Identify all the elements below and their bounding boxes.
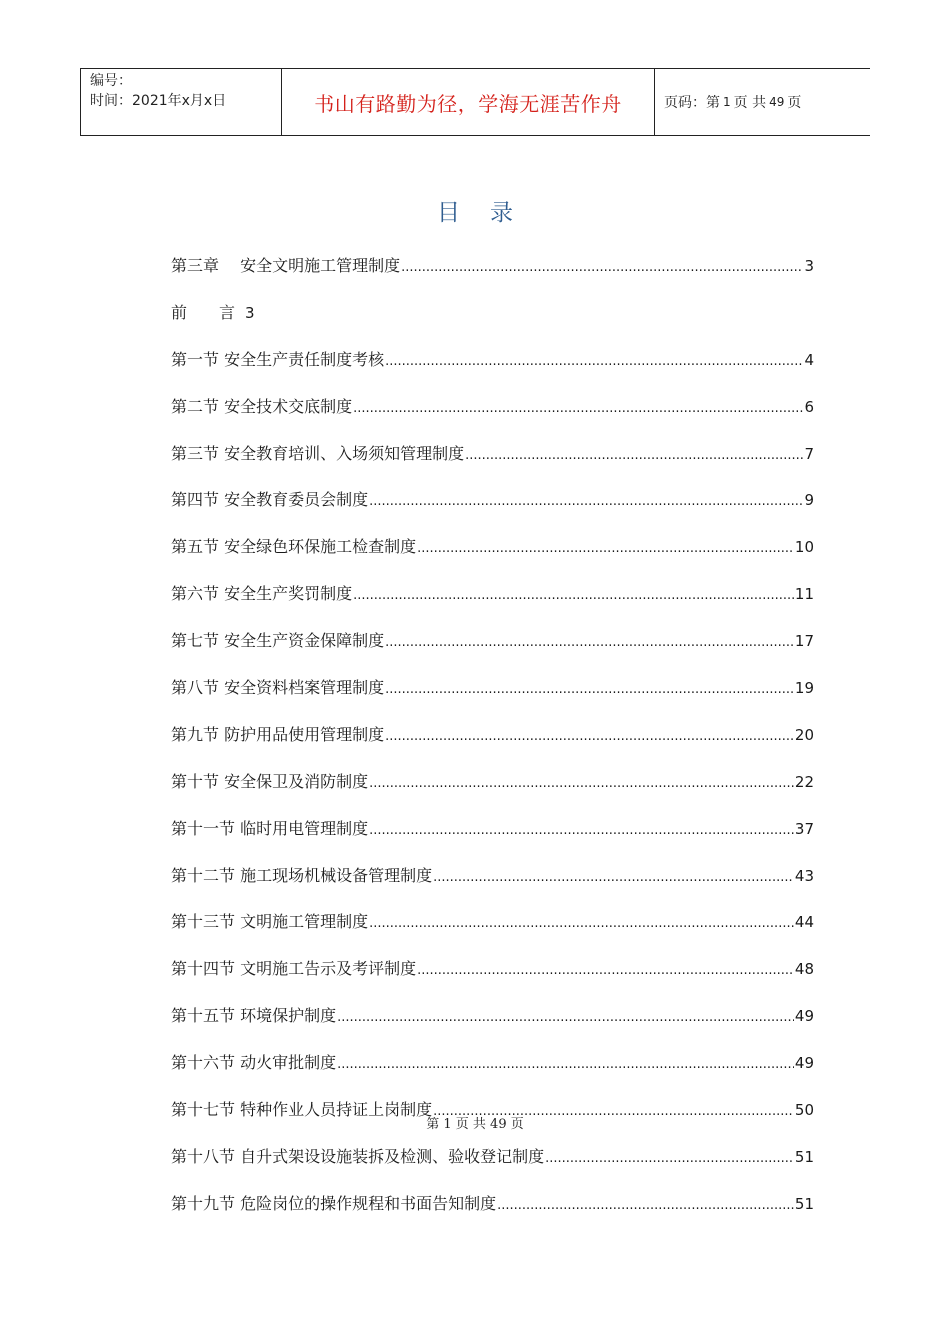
toc-entry-label: 第十五节 环境保护制度 [171, 1006, 337, 1026]
header-motto-cell [282, 69, 655, 135]
toc-dot-leader [417, 958, 794, 984]
toc-entry-label: 第十六节 动火审批制度 [171, 1053, 337, 1073]
toc-dot-leader [369, 489, 803, 515]
toc-entry[interactable] [171, 394, 814, 441]
page-total: 49 [769, 95, 785, 109]
toc-entry[interactable] [171, 909, 814, 956]
toc-entry-label: 第四节 安全教育委员会制度 [171, 490, 369, 510]
toc-dot-leader [497, 1193, 794, 1219]
toc-entry-label: 第七节 安全生产资金保障制度 [171, 631, 385, 651]
footer-page-indicator: 第 1 页 共 49 页 [426, 1117, 524, 1132]
toc-entry-label: 第十一节 临时用电管理制度 [171, 818, 369, 838]
toc-entry[interactable] [171, 441, 814, 488]
toc-entry-page: 50 [794, 1101, 814, 1120]
toc-entry-page: 3 [804, 257, 814, 275]
toc-entry[interactable] [171, 769, 814, 816]
toc-entry[interactable] [171, 675, 814, 722]
toc-entry-page: 22 [794, 772, 814, 791]
toc-entry[interactable] [171, 534, 814, 581]
toc-entry-page: 51 [794, 1194, 814, 1213]
toc-dot-leader [465, 443, 803, 469]
toc-entry-page: 4 [804, 350, 814, 369]
toc-entry-label: 前 言 [171, 302, 236, 322]
page-current: 1 [723, 95, 731, 109]
toc-dot-leader [417, 536, 794, 562]
toc-dot-leader [385, 630, 794, 656]
toc-entry[interactable] [171, 487, 814, 534]
header-meta-cell [81, 69, 282, 135]
toc-entry[interactable] [171, 1144, 814, 1191]
toc-entry[interactable] [171, 722, 814, 769]
toc-entry-label: 第十四节 文明施工告示及考评制度 [171, 959, 417, 979]
toc-entry-label: 第十二节 施工现场机械设备管理制度 [171, 865, 433, 885]
toc-entry[interactable] [171, 1050, 814, 1097]
toc-entry[interactable] [171, 581, 814, 628]
toc-entry-label: 第八节 安全资料档案管理制度 [171, 678, 385, 698]
toc-entry[interactable] [171, 956, 814, 1003]
toc-entry-label: 第一节 安全生产责任制度考核 [171, 349, 385, 369]
toc-entry[interactable] [171, 347, 814, 394]
toc-dot-leader [353, 583, 794, 609]
toc-dot-leader [401, 255, 803, 281]
toc-entry[interactable] [171, 253, 814, 300]
header-page-cell [655, 69, 870, 135]
page-prefix: 页码：第 [664, 95, 720, 111]
toc-entry[interactable] [171, 628, 814, 675]
toc-entry-label: 第五节 安全绿色环保施工检查制度 [171, 537, 417, 557]
toc-dot-leader [369, 771, 794, 797]
toc-entry-page: 51 [794, 1147, 814, 1166]
toc-entry[interactable] [171, 300, 814, 347]
toc-entry-page: 37 [794, 819, 814, 838]
toc-dot-leader [337, 1052, 794, 1078]
toc-dot-leader [353, 396, 803, 422]
toc-entry-label: 第六节 安全生产奖罚制度 [171, 584, 353, 604]
toc-dot-leader [545, 1146, 794, 1172]
toc-entry[interactable] [171, 1003, 814, 1050]
toc-entry-label: 第二节 安全技术交底制度 [171, 396, 353, 416]
toc-dot-leader [385, 677, 794, 703]
toc-entry-page: 44 [794, 913, 814, 932]
toc-entry-page: 3 [245, 303, 255, 322]
toc-dot-leader [433, 865, 794, 891]
doc-number-label: 编号： [90, 73, 132, 89]
toc-entry-page: 49 [794, 1054, 814, 1073]
toc-entry-label: 第九节 防护用品使用管理制度 [171, 724, 385, 744]
toc-entry-page: 17 [794, 632, 814, 651]
page-mid: 页 共 [733, 95, 767, 111]
date-label: 时间：2021年x月x日 [90, 93, 227, 109]
toc-entry-label: 第十七节 特种作业人员持证上岗制度 [171, 1100, 433, 1120]
page-suffix: 页 [787, 95, 802, 111]
toc-entry-label: 第三章 安全文明施工管理制度 [171, 256, 401, 275]
toc-entry-label: 第十八节 自升式架设设施装拆及检测、验收登记制度 [171, 1146, 545, 1166]
table-of-contents [171, 253, 814, 1238]
toc-dot-leader [385, 349, 803, 375]
toc-entry-label: 第十节 安全保卫及消防制度 [171, 771, 369, 791]
toc-entry-page: 48 [794, 960, 814, 979]
toc-dot-leader [337, 1005, 794, 1031]
toc-entry-label: 第十三节 文明施工管理制度 [171, 912, 369, 932]
toc-entry-page: 20 [794, 725, 814, 744]
toc-entry-label: 第三节 安全教育培训、入场须知管理制度 [171, 443, 465, 463]
toc-entry[interactable] [171, 1191, 814, 1238]
toc-entry-page: 10 [794, 538, 814, 557]
toc-dot-leader [369, 818, 794, 844]
toc-entry-page: 6 [804, 397, 814, 416]
motto-text: 书山有路勤为径，学海无涯苦作舟 [314, 91, 622, 116]
toc-entry-page: 9 [804, 491, 814, 510]
toc-entry-page: 19 [794, 679, 814, 698]
toc-dot-leader [385, 724, 794, 750]
toc-entry-label: 第十九节 危险岗位的操作规程和书面告知制度 [171, 1193, 497, 1213]
toc-dot-leader [369, 911, 794, 937]
toc-entry-page: 11 [794, 585, 814, 604]
toc-entry-page: 49 [794, 1007, 814, 1026]
toc-entry[interactable] [171, 863, 814, 910]
toc-entry-page: 7 [804, 444, 814, 463]
document-header [80, 68, 870, 136]
toc-entry[interactable] [171, 816, 814, 863]
toc-title: 目录 [437, 200, 543, 226]
toc-entry-page: 43 [794, 866, 814, 885]
